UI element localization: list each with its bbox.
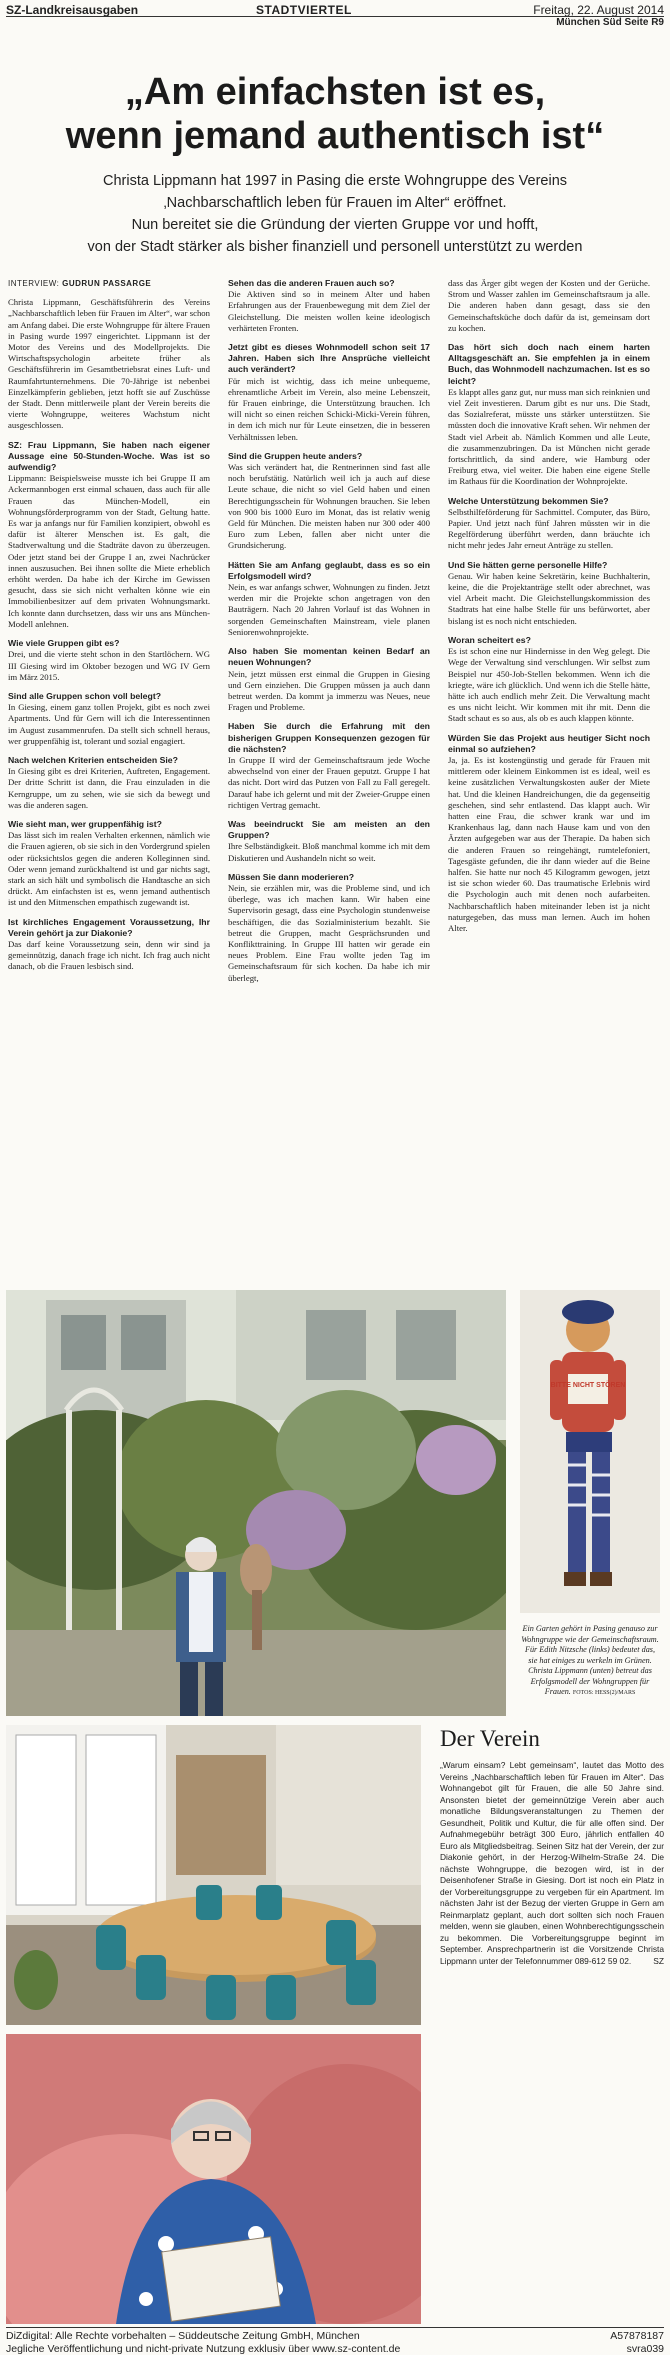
answer: In Giesing gibt es drei Kriterien, Auftreten, Engagement. Der dritte Schritt ist dann, die Frau einzuladen in die Kerngruppe, um zu sehen, wie sie sich da bewegt und was die anderen sagen. — [8, 766, 210, 810]
footer-id-2: svra039 — [626, 2343, 664, 2355]
headline-line-1: „Am einfachsten ist es, — [124, 71, 546, 113]
headline — [6, 70, 664, 158]
date-label: Freitag, 22. August 2014 — [533, 3, 664, 17]
question: Wie sieht man, wer gruppenfähig ist? — [8, 818, 162, 829]
page-label: München Süd Seite R9 — [556, 17, 664, 28]
question: Wie viele Gruppen gibt es? — [8, 638, 120, 649]
question: Was beeindruckt Sie am meisten an den Gruppen? — [228, 818, 430, 841]
question: Jetzt gibt es dieses Wohnmodell schon seit 17 Jahren. Haben sich Ihre Ansprüche vielleicht auch verändert? — [228, 342, 430, 375]
article-column-1 — [8, 278, 210, 1283]
answer: Was sich verändert hat, die Rentnerinnen sind fast alle noch berufstätig. Natürlich weil ich ja auch auf diese Leute schaue, die nicht so viel Geld haben und einen Berechtigungsschein für Wohnungen brauchen. Sie leben von 900 bis 1000 Euro im Monat, das ist relativ wenig Geld für München. Die meisten haben nur 300 oder 400 Euro zum Leben, fallen aber nicht unter die Grundsicherung. — [228, 462, 430, 551]
photo-credit: FOTOS: HESS(2)/MARS — [572, 1690, 636, 1696]
page-footer — [6, 2327, 664, 2355]
question: Woran scheitert es? — [448, 634, 531, 645]
footer-rights-line-1: DiZdigital: Alle Rechte vorbehalten – Süddeutsche Zeitung GmbH, München — [6, 2330, 360, 2342]
portrait-photo — [6, 2034, 421, 2324]
photo-caption — [520, 1624, 660, 1699]
question: Ist kirchliches Engagement Voraussetzung, Ihr Verein gehört ja zur Diakonie? — [8, 916, 210, 938]
footer-rights — [6, 2330, 526, 2355]
question: Müssen Sie dann moderieren? — [228, 871, 354, 882]
answer: Drei, und die vierte steht schon in den Startlöchern. WG III Giesing wird im Oktober bezogen und WG IV Gern im März 2015. — [8, 649, 210, 682]
doll-photo — [520, 1290, 660, 1613]
answer: Nein, sie erzählen mir, was die Probleme sind, und ich überlege, was ich machen kann. Wir haben eine Supervisorin gesagt, dass eine Psychologin stundenweise beschäftigen, die das Sozialministerium bezahlt. Sie betreut die Gruppen, macht Gesprächsrunden und Konflikttraining. In Gruppe III hatten wir gerade ein neues Problem. Eine Frau wollte jeden Tag im Gemeinschaftsraum für sich kochen. Da habe ich mir überlegt, — [228, 882, 430, 983]
answer: Die Aktiven sind so in meinem Alter und haben Erfahrungen aus der Frauenbewegung mit dem Ziel der Gleichstellung. Die meisten wollen keine ideologisch verhärteten Fronten. — [228, 289, 430, 333]
question: Würden Sie das Projekt aus heutiger Sicht noch einmal so aufziehen? — [448, 732, 650, 754]
interview-label: INTERVIEW: — [8, 279, 60, 288]
page-header — [6, 0, 664, 30]
sidebar-sign: SZ — [653, 1955, 664, 1966]
portrait-illustration — [6, 2034, 421, 2324]
answer: Lippmann: Beispielsweise musste ich bei Gruppe II am Ackermannbogen erst einmal schauen, dass auch für alle Frauen das München-Modell, ein Wohnungsförderprogramm von der Stadt, Geltung hatte. Es war ja anfangs nur für Familien konzipiert, obwohl es dafür ist älterer Menschen ist. Es galt, die Stadtverwaltung und die Stadträte davon zu überzeugen. Oder jetzt stand bei der Gruppe I an, zwei Nachrücker innen auszusuchen. Bei ihnen sollte die Miete erheblich erhöht werden. Da habe ich der Kirche im Gewissen gesucht, dass sie sich nicht verhalten könne wie ein Immobilienbesitzer auf dem privaten Wohnungsmarkt. Ich konnte dann durchsetzen, dass wir uns ans München-Modell anlehnen. — [8, 473, 210, 629]
answer: Das darf keine Voraussetzung sein, denn wir sind ja gemeinnützig, danach frage ich nicht. Ich frag auch nicht danach, ob die Frauen lesbisch sind. — [8, 938, 210, 972]
intro-paragraph: Christa Lippmann, Geschäftsführerin des Vereins „Nachbarschaftlich leben für Frauen im Alter“, war schon am Anfang dabei. Die erste Wohngruppe für ältere Frauen in Pasing wurde 1997 eingerichtet. Lippmann ist der Motor des Vereins und des Modellprojekts. Die Wirtschaftspsychologin arbeitete früher als Geschäftsführerin im Gesamtbetriebsrat eines Luft- und Raumfahrtunternehmens. Die 70-Jährige ist nebenbei Einzelkämpferin geblieben, jetzt hofft sie auf Zuschüsse der Stadt. Denn mittlerweile plant der Verein bereits die vierte Wohngruppe, weiteres Wachstum nicht ausgeschlossen. — [8, 297, 210, 431]
answer: Selbsthilfeförderung für Sachmittel. Computer, das Büro, Papier. Und jetzt nach fünf Jahren müssten wir in die Regelförderung überführt werden, dann bräuchte ich nicht mehr jedes Jahr erneut Anträge zu stellen. — [448, 506, 650, 551]
answer: Es ist schon eine nur Hindernisse in den Weg gelegt. Die Wege der Verwaltung sind verschlungen. Wir selbst zum Beispiel nur 450-Job-Stellen bekommen. Wenn ich die kriegte, wäre ich glücklich. Und wenn ich die Stelle hätte, hätte ich auch endlich mehr Zeit. Die Verwaltung macht es uns nicht leicht. Wir kommen mit ihr mit. Denn die Stadt schaut es so aus, als ob es auch klappen könnte. — [448, 646, 650, 724]
footer-id-1: A57878187 — [610, 2330, 664, 2342]
answer: Ja, ja. Es ist kostengünstig und gerade für Frauen mit mittlerem oder kleinem Einkommen ist es ideal, weil es keine zusätzlichen Verwaltungskosten außer der Miete hat. Und die kleinen Handreichungen, die da gegenseitig geschehen, sind sehr entlastend. Das klappt auch. Wir hatten eine Frau, die schwer krank war und im Krankenhaus lag, dann nach Hause kam und von den Ärzten aufgegeben war aus der Therapie. Da haben sich die anderen Frauen so reingehängt, rumtelefoniert, Tagesgäste gefunden, die ihr dann wieder auf die Beine halfen. Sie hatte nur noch 45 Kilogramm gewogen, jetzt ist sie schon wieder 60. Das traumatische Erlebnis wird die Psychologin auch mit denen noch aufarbeiten. Nachbarschaftlich haben miteinander leben ist ja nicht naturgegeben, das muss man lernen. Auch im hohen Alter. — [448, 754, 650, 933]
answer: Ihre Selbständigkeit. Bloß manchmal komme ich mit dem Diskutieren und Aushandeln nicht so weit. — [228, 841, 430, 863]
question: SZ: Frau Lippmann, Sie haben nach eigener Aussage eine 50-Stunden-Woche. Was ist so aufwendig? — [8, 439, 210, 473]
common-room-photo — [6, 1725, 421, 2025]
answer: In Giesing, einem ganz tollen Projekt, gibt es noch zwei Apartments. Und für Gern will ich die Interessentinnen im August zusammenrufen. Da stellt sich schnell heraus, wer gruppenfähig ist, tolerant und sozial engagiert. — [8, 702, 210, 746]
footer-rights-line-2: Jegliche Veröffentlichung und nicht-private Nutzung exklusiv über www.sz-content.de — [6, 2343, 401, 2355]
doll-photo-illustration — [520, 1290, 660, 1613]
sidebar-text: „Warum einsam? Lebt gemeinsam“, lautet das Motto des Vereins „Nachbarschaftlich leben für Frauen im Alter“. Das Wohnangebot gilt für Frauen, die alle 50 Jahre sind. Ansonsten bietet der gemeinnützige Verein aber auch monatliche Bildungsveranstaltungen zu Themen der Gesundheit, Politik und Kultur, die für alle offen sind. Der Aufnahmegebühr beträgt 300 Euro, jährlich entfallen 40 Euro als Mitgliedsbeitrag. Seinen Sitz hat der Verein, der zur Diakonie gehört, in der Herzog-Wilhelm-Straße 24. Die nächste Wohngruppe, die bezogen wird, ist in der Deisenhofener Straße in Giesing. Dort ist noch ein Platz in der Vorbereitungsgruppe zu vergeben für ein Apartment. Im nächsten Jahr ist der Bezug der vierten Gruppe in Gern am Reinmarplatz geplant, auch dort sollten sich noch Frauen melden, wenn sie glauben, einen Wohnberechtigungsschein zu bekommen. Die Vorbereitungsgruppe beginnt im September. Ansprechpartnerin ist die Vorsitzende Christa Lippmann unter der Telefonnummer 089-612 59 02. — [440, 1760, 664, 1966]
question: Und Sie hätten gerne personelle Hilfe? — [448, 559, 608, 570]
question: Sehen das die anderen Frauen auch so? — [228, 278, 395, 288]
answer: Es klappt alles ganz gut, nur muss man sich reinknien und viel Zeit investieren. Darum gibt es nur uns. Die Stadt, das Sozialreferat, müsste uns stärker unterstützen. Sie müssten doch die innovative Kraft sehen. Wir nehmen der Stadt viel Arbeit ab. Nämlich Kommen und alle Leute, die zusammenzubringen. Da ist München nicht gerade fortschrittlich, da sind andere, wie Hamburg oder Freiburg etwa, viel weiter. Die haben eine eigene Stelle im Rathaus für die Koordination der Wohnprojekte. — [448, 386, 650, 487]
article-columns — [6, 278, 664, 1283]
question: Hätten Sie am Anfang geglaubt, dass es so ein Erfolgsmodell wird? — [228, 559, 430, 581]
subhead-line-4: von der Stadt stärker als bisher finanziell und personell unterstützt zu werden — [87, 239, 583, 255]
doll-sign-text: BITTE NICHT STÖREN — [550, 1382, 626, 1389]
answer: Nein, es war anfangs schwer, Wohnungen zu finden. Jetzt werden mir die Projekte schon angetragen von den Bauträgern. Nach 20 Jahren Vorlauf ist das Wohnen in sorgenden Gemeinschaften Mainstream, viele planen Seniorenwohnprojekte. — [228, 582, 430, 637]
answer: dass das Ärger gibt wegen der Kosten und der Gerüche. Strom und Wasser zahlen im Gemeinschaftsraum ja alle. Die anderen haben dann gesagt, dass sie den Gemeinschaftsküche doch dafür da ist, gemeinsam dort zu kochen. — [448, 278, 650, 333]
common-room-illustration — [6, 1725, 421, 2025]
caption-text: Ein Garten gehört in Pasing genauso zur Wohngruppe wie der Gemeinschaftsraum. Für Edith Nitzsche (links) bedeutet das, sie hat einiges zu werkeln im Grünen. Christa Lippmann (unten) betreut das Erfolgsmodell der Wohngruppen für Frauen. — [521, 1624, 659, 1696]
article-column-2 — [228, 278, 430, 1283]
answer: Das lässt sich im realen Verhalten erkennen, nämlich wie die Frauen agieren, ob sie sich in den Vordergrund spielen oder rücksichtslos gegen die anderen Kolleginnen sind. Oder wenn jemand zurückhaltend ist und gar nichts sagt, stark an sich hält und symbolisch die Handtasche an sich drückt. Am einfachsten ist es, wenn jemand authentisch ist und den Mitmenschen empathisch zugewandt ist. — [8, 830, 210, 908]
question: Nach welchen Kriterien entscheiden Sie? — [8, 754, 178, 765]
interview-byline — [8, 278, 210, 289]
headline-line-2: wenn jemand authentisch ist“ — [65, 115, 605, 157]
question: Haben Sie durch die Erfahrung mit den bisherigen Gruppen Konsequenzen gezogen für die nächsten? — [228, 721, 430, 754]
answer: In Gruppe II wird der Gemeinschaftsraum jede Woche abwechselnd von einer der Frauen geputzt. Gruppe I hat das nicht. Dort wird das Putzen von Fall zu Fall geregelt. Darauf habe ich gelernt und mit der Zweier-Gruppe einen richtigen Vertrag gemacht. — [228, 754, 430, 810]
edition-label: SZ-Landkreisausgaben — [6, 3, 139, 17]
garden-photo-illustration — [6, 1290, 506, 1716]
answer: Nein, jetzt müssen erst einmal die Gruppen in Giesing und Gern einziehen. Die Gruppen müssen ja auch dann betreut werden. Da kommt ja immerzu was Neues, neue Fragen und Probleme. — [228, 668, 430, 713]
answer: Für mich ist wichtig, dass ich meine unbequeme, ehrenamtliche Arbeit im Verein, also meine Lebenszeit, für Frauen einbringe, die Unterstützung brauchen. Ich will nicht so einen reichen Schicki-Micki-Verein führen, in dem ich mich nur für Leute einsetzen, die in besseren Verhältnissen leben. — [228, 375, 430, 442]
question: Sind die Gruppen heute anders? — [228, 450, 363, 461]
question: Also haben Sie momentan keinen Bedarf an neuen Wohnungen? — [228, 646, 430, 668]
garden-photo — [6, 1290, 506, 1716]
footer-ids — [610, 2330, 664, 2355]
sidebar-body — [440, 1760, 664, 1967]
section-label: STADTVIERTEL — [256, 3, 352, 17]
subheadline — [6, 170, 664, 258]
question: Sind alle Gruppen schon voll belegt? — [8, 690, 162, 701]
question: Das hört sich doch nach einem harten Alltagsgeschäft an. Sie empfehlen ja in einem Buch, das Wohnmodell nachzumachen. Ist es so leicht? — [448, 342, 650, 386]
question: Welche Unterstützung bekommen Sie? — [448, 495, 609, 506]
subhead-line-1: Christa Lippmann hat 1997 in Pasing die erste Wohngruppe des Vereins — [102, 173, 568, 189]
interview-author: GUDRUN PASSARGE — [62, 279, 152, 288]
subhead-line-2: ‚Nachbarschaftlich leben für Frauen im Alter“ eröffnet. — [163, 195, 507, 211]
subhead-line-3: Nun bereitet sie die Gründung der vierten Gruppe vor und hofft, — [131, 217, 539, 233]
article-column-3 — [448, 278, 650, 1283]
sidebar-title: Der Verein — [440, 1726, 540, 1751]
answer: Genau. Wir haben keine Sekretärin, keine Buchhalterin, keine, die die Projektanträge stellt oder abrechnet, was viel Arbeit macht. Die Gleichstellungskommission des Stadtrats hat eine halbe Stelle für uns befürwortet, aber bislang ist es noch nicht entschieden. — [448, 570, 650, 626]
